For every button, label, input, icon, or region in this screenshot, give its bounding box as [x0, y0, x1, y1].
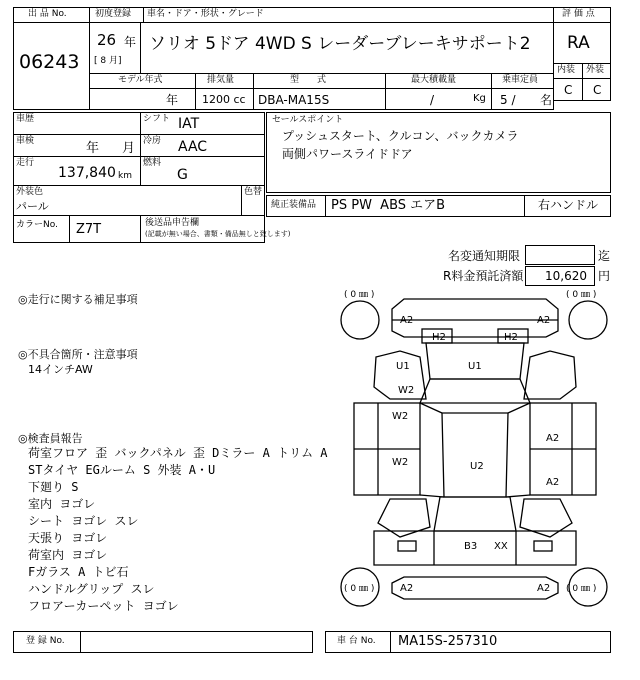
sales-label: セールスポイント — [272, 115, 344, 125]
mark-a2-rear-right: A2 — [537, 583, 551, 594]
interior-score: C — [564, 83, 573, 97]
inspector-line: 下廻り S — [28, 480, 79, 494]
windshield-icon — [420, 379, 530, 403]
rating-score: RA — [567, 33, 590, 53]
displacement-label: 排気量 — [207, 75, 235, 85]
inspector-line: ハンドルグリップ スレ — [28, 582, 155, 596]
mileage-unit: km — [118, 171, 132, 181]
defects-label: ◎不具合箇所・注意事項 — [18, 348, 138, 361]
mark-a2-right-1: A2 — [546, 433, 560, 444]
docs-note: (記載が無い場合、書類・備品無しと致します) — [145, 230, 291, 238]
model-year-unit: 年 — [166, 93, 179, 107]
tire-depth-rl: ( 0 ㎜ ) — [344, 584, 375, 594]
car-name-label: 車名・ドア・形状・グレード — [147, 9, 264, 19]
inspector-line: Fガラス A トビ石 — [28, 565, 129, 579]
shift-label: シフト — [143, 114, 171, 124]
fuel-label: 燃料 — [143, 158, 162, 168]
exterior-label: 外装 — [586, 65, 605, 75]
inspector-line: フロアーカーペット ヨゴレ — [28, 599, 179, 613]
reg-year: 26 — [97, 31, 117, 49]
ext-color-label: 外装色 — [16, 187, 44, 197]
aircon-label: 冷房 — [143, 136, 162, 146]
steering-value: 右ハンドル — [538, 198, 599, 212]
lot-number: 06243 — [19, 51, 80, 73]
fuel-value: G — [177, 167, 188, 183]
inspector-label: ◎検査員報告 — [18, 432, 83, 445]
mark-a2-front-left: A2 — [400, 315, 414, 326]
capacity-label: 乗車定員 — [502, 75, 539, 85]
inspector-lines — [28, 447, 328, 617]
capacity-unit: 名 — [540, 93, 553, 107]
inspection-label: 車検 — [16, 136, 35, 146]
color-no-label: カラーNo. — [16, 220, 58, 230]
roof-icon — [442, 413, 508, 497]
rear-window-icon — [434, 497, 516, 531]
mark-w2-2: W2 — [392, 411, 409, 422]
mileage-value: 137,840 — [58, 165, 116, 181]
name-change-unit: 迄 — [598, 249, 611, 263]
history-label: 車歴 — [16, 114, 35, 124]
right-fender-icon — [524, 351, 576, 399]
exterior-score: C — [593, 83, 602, 97]
inspection-year-unit: 年 — [86, 141, 100, 156]
tire-front-left-icon — [341, 301, 379, 339]
car-name: ソリオ 5ドア 4WD S レーダーブレーキサポート2 — [149, 34, 531, 54]
mark-w2-1: W2 — [398, 385, 415, 396]
car-damage-diagram — [330, 287, 620, 627]
chassis-label: 車 台 No. — [337, 636, 376, 646]
tire-front-right-icon — [569, 301, 607, 339]
first-reg-label: 初度登録 — [95, 9, 132, 19]
inspector-line: 荷室フロア 歪 バックパネル 歪 Dミラー A トリム A — [28, 446, 328, 460]
lot-label: 出 品 No. — [28, 9, 67, 19]
inspector-line: シート ヨゴレ スレ — [28, 514, 139, 528]
recycle-value: 10,620 — [545, 269, 587, 283]
inspection-month-unit: 月 — [122, 141, 136, 156]
aircon-value: AAC — [178, 139, 208, 155]
model-year-label: モデル年式 — [118, 75, 163, 85]
reg-no-label: 登 録 No. — [26, 636, 65, 646]
mark-w2-3: W2 — [392, 457, 409, 468]
name-change-label: 名変通知期限 — [448, 249, 521, 263]
mark-u1-center: U1 — [468, 361, 482, 372]
mark-a2-right-2: A2 — [546, 477, 560, 488]
interior-label: 内装 — [557, 65, 576, 75]
tire-depth-fl: ( 0 ㎜ ) — [344, 290, 375, 300]
mark-h2-right: H2 — [504, 332, 518, 343]
recycle-unit: 円 — [598, 269, 611, 283]
reg-month: [ 8 月] — [94, 56, 122, 66]
mark-a2-rear-left: A2 — [400, 583, 414, 594]
model-code-label: 型 式 — [290, 75, 327, 85]
name-change-box — [525, 245, 595, 265]
max-load-label: 最大積載量 — [411, 75, 457, 85]
equipment-label: 純正装備品 — [271, 200, 317, 210]
mark-u2: U2 — [470, 461, 484, 472]
model-code: DBA-MA15S — [258, 93, 330, 107]
reg-year-unit: 年 — [124, 35, 137, 49]
mark-u1-left: U1 — [396, 361, 410, 372]
chassis-number: MA15S-257310 — [398, 634, 498, 649]
equipment-items: PS PW ABS エアB — [331, 198, 446, 213]
inspector-line: 室内 ヨゴレ — [28, 497, 96, 511]
repaint-label: 色替 — [244, 187, 263, 197]
defect-1: 14インチAW — [28, 363, 93, 376]
displacement: 1200 cc — [202, 93, 246, 106]
driving-notes-label: ◎走行に関する補足事項 — [18, 293, 138, 306]
color-no-value: Z7T — [76, 222, 102, 237]
sales-line-1: プッシュスタート、クルコン、バックカメラ — [282, 129, 519, 143]
mark-a2-front-right: A2 — [537, 315, 551, 326]
docs-label: 後送品申告欄 — [145, 218, 200, 228]
sales-line-2: 両側パワースライドドア — [282, 147, 413, 161]
inspector-line: 荷室内 ヨゴレ — [28, 548, 108, 562]
inspector-line: 天張り ヨゴレ — [28, 531, 108, 545]
shift-value: IAT — [178, 116, 200, 132]
max-load-unit: Kg — [473, 93, 486, 104]
inspector-line: STタイヤ EGルーム S 外装 A・U — [28, 463, 216, 477]
mark-xx: XX — [494, 541, 508, 552]
tire-depth-rr: ( 0 ㎜ ) — [566, 584, 597, 594]
capacity: 5 / — [500, 93, 516, 107]
mark-h2-left: H2 — [432, 332, 446, 343]
recycle-label: R料金預託済額 — [443, 269, 524, 283]
mark-b3: B3 — [464, 541, 478, 552]
tire-depth-fr: ( 0 ㎜ ) — [566, 290, 597, 300]
ext-color-value: パール — [16, 200, 49, 213]
max-load: / — [430, 93, 435, 107]
front-bumper-icon — [392, 299, 558, 337]
mileage-label: 走行 — [16, 158, 35, 168]
rating-label: 評 価 点 — [562, 9, 595, 19]
